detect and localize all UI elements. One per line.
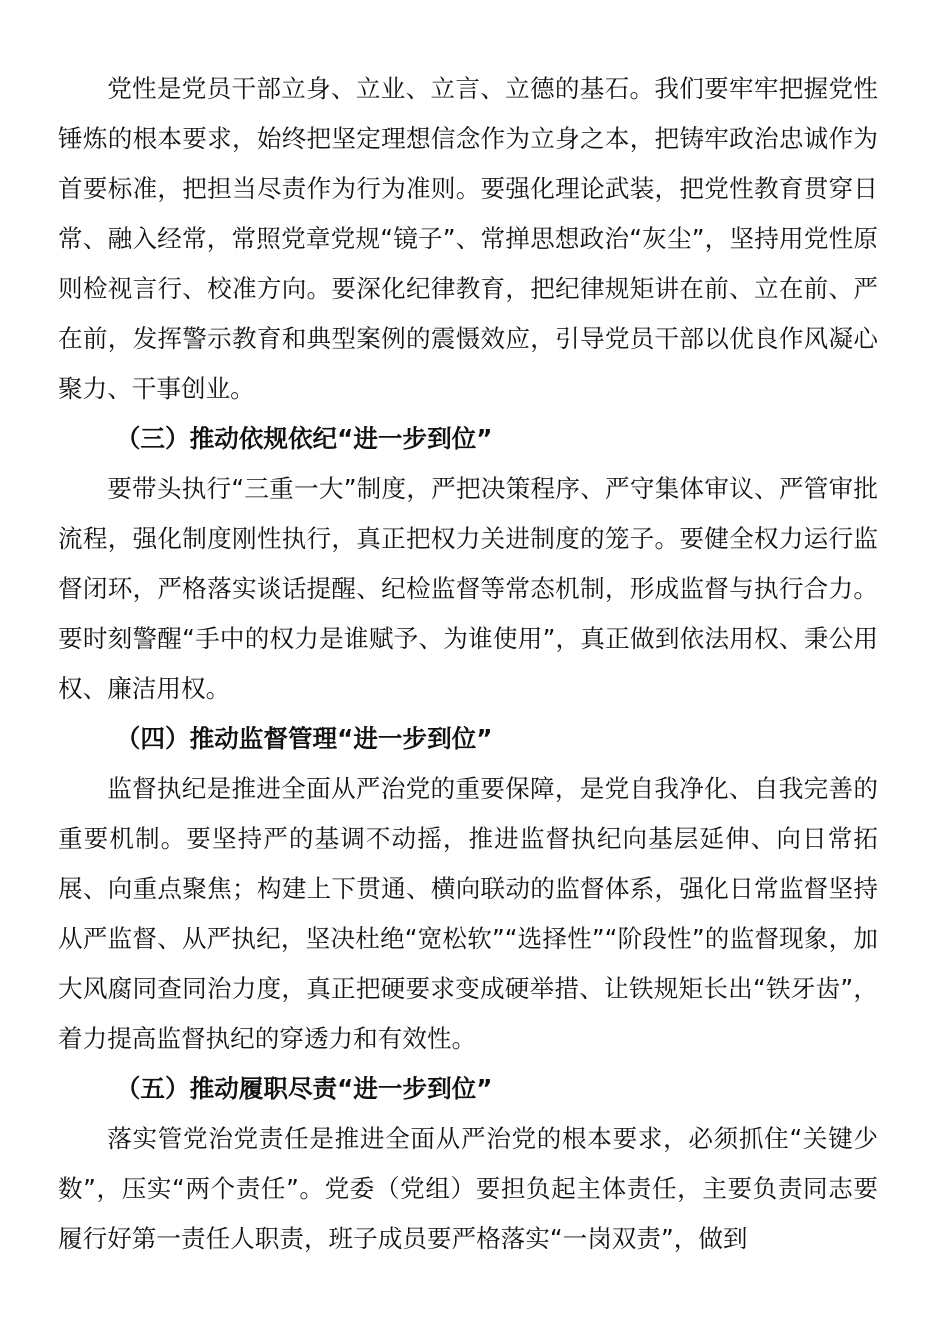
paragraph-party-spirit: 党性是党员干部立身、立业、立言、立德的基石。我们要牢牢把握党性锤炼的根本要求，始终把坚定理想信念作为立身之本，把铸牢政治忠诚作为首要标准，把担当尽责作为行为准则。要强化理论武装，把党性教育贯穿日常、融入经常，常照党章党规“镜子”、常掸思想政治“灰尘”，坚持用党性原则检视言行、校准方向。要深化纪律教育，把纪律规矩讲在前、立在前、严在前，发挥警示教育和典型案例的震慑效应，引导党员干部以优良作风凝心聚力、干事创业。 [58, 74, 878, 403]
document-page [58, 64, 878, 1264]
paragraph-responsibility: 落实管党治党责任是推进全面从严治党的根本要求，必须抓住“关键少数”，压实“两个责任”。党委（党组）要担负起主体责任，主要负责同志要履行好第一责任人职责，班子成员要严格落实“一岗双责”，做到 [58, 1124, 878, 1253]
paragraph-supervision: 监督执纪是推进全面从严治党的重要保障，是党自我净化、自我完善的重要机制。要坚持严的基调不动摇，推进监督执纪向基层延伸、向日常拓展、向重点聚焦；构建上下贯通、横向联动的监督体系，强化日常监督坚持从严监督、从严执纪，坚决杜绝“宽松软”“选择性”“阶段性”的监督现象，加大风腐同查同治力度，真正把硬要求变成硬举措、让铁规矩长出“铁牙齿”，着力提高监督执纪的穿透力和有效性。 [58, 774, 878, 1053]
section-heading-4: （四）推动监督管理“进一步到位” [115, 724, 493, 753]
section-heading-5: （五）推动履职尽责“进一步到位” [115, 1074, 493, 1103]
section-heading-3: （三）推动依规依纪“进一步到位” [115, 424, 493, 453]
paragraph-rules-discipline: 要带头执行“三重一大”制度，严把决策程序、严守集体审议、严管审批流程，强化制度刚性执行，真正把权力关进制度的笼子。要健全权力运行监督闭环，严格落实谈话提醒、纪检监督等常态机制，形成监督与执行合力。要时刻警醒“手中的权力是谁赋予、为谁使用”，真正做到依法用权、秉公用权、廉洁用权。 [58, 474, 878, 703]
